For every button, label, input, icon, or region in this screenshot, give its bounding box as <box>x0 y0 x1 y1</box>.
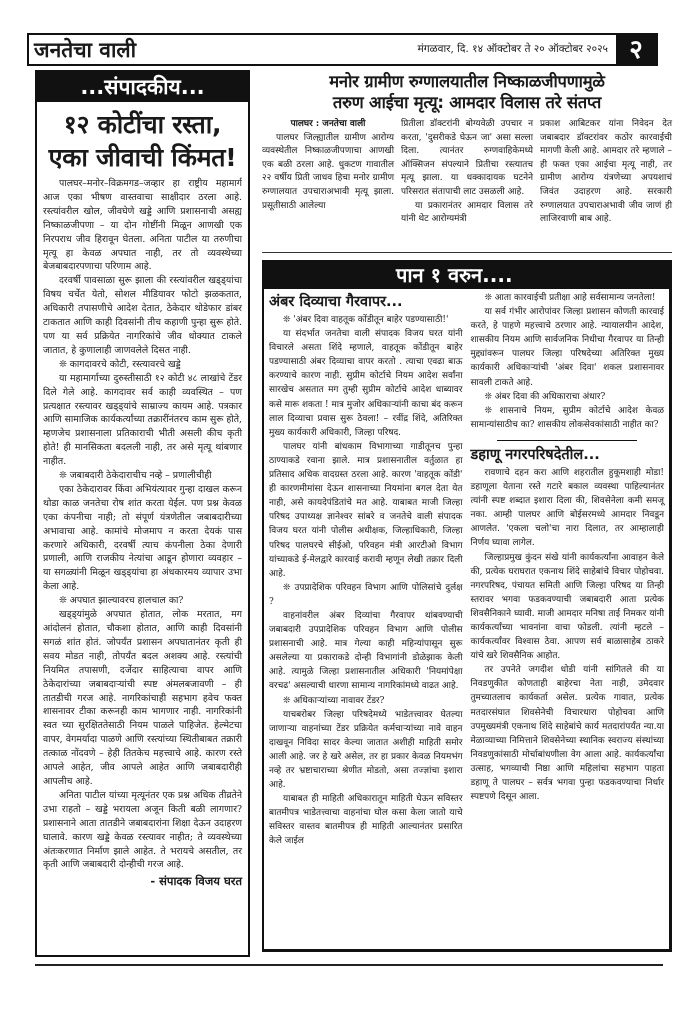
issue-date: मंगळवार, दि. १४ ऑक्टोबर ते २० ऑक्टोबर २०२५ <box>417 43 608 55</box>
continued-columns <box>264 289 669 849</box>
story-subheading: ❊ उपप्रादेशिक परिवहन विभाग आणि पोलिसांचे दुर्लक्ष ? <box>269 582 463 607</box>
story-subheading: ❊ शासनाचे नियम, सुप्रीम कोर्टाचे आदेश केवळ सामान्यांसाठीच का? शासकीय लोकसेवकांसाठी नाहीत का? <box>470 405 664 430</box>
editorial-headline <box>37 108 248 174</box>
editorial-subheading: ❊ अपघात झाल्यावरच हालचाल का? <box>59 595 184 607</box>
top-news-headline <box>262 71 672 113</box>
editorial-subheading: ❊ जबाबदारी ठेकेदाराचीच नव्हे – प्रणालीचीही <box>59 470 212 482</box>
editorial-paragraph: दरवर्षी पावसाळा सुरू झाला की रस्त्यांवरील खड्ड्यांचा विषय चर्चेत येतो, सोशल मीडियावर फोटो झळकतात, अधिकारी तपासणीचे आदेश देतात, ठेकेदार थोडेफार डांबर टाकतात आणि काही दिवसांनी तीच कहाणी पुन्हा सुरू होते. पण या सर्व प्रक्रियेत नागरिकांचे जीव धोक्यात टाकले जातात, हे कुणालाही जाणवलेले दिसत नाही. <box>43 275 242 356</box>
story-paragraph: पालघर यांनी बांधकाम विभागाच्या गाडीतूनच पुन्हा ठाण्याकडे रवाना झाले. मात्र प्रशासनातील वर्तुळात हा प्रतिसाद अधिक वादग्रस्त ठरला आहे. कारण 'वाहतूक कोंडी' ही कारणमीमांसा देऊन शासनाच्या नियमांना बगल देता येत नाही, असे कायदेपंडितांचे मत आहे. याबाबत माजी जिल्हा परिषद उपाध्यक्ष ज्ञानेश्वर सांबरे व जनतेचे वाली संपादक विजय घरत यांनी पोलीस अधीक्षक, जिल्हाधिकारी, जिल्हा परिषद पालघरचे सीईओ, परिवहन मंत्री आरटीओ विभाग यांच्याकडे ई-मेलद्वारे कारवाई करावी म्हणून लेखी तक्रार दिली आहे. <box>269 441 463 579</box>
top-news-headline-line2: तरुण आईचा मृत्यू: आमदार विलास तरे संतप्त <box>332 93 602 112</box>
page-number: २ <box>616 35 656 64</box>
editorial-paragraph: एका ठेकेदारावर किंवा अभियंत्यावर गुन्हा दाखल करून थोडा काळ जनतेचा रोष शांत करता येईल. पण प्रश्न केवळ एका कंपनीचा नाही; तो संपूर्ण यंत्रणेतील जबाबदारीच्या अभावाचा आहे. कामांचे मोजमाप न करता देयकं पास करणारे अधिकारी, दरवर्षी त्याच कंपनीला ठेका देणारी प्रणाली, आणि राजकीय नेत्यांचा आडून होणारा व्यवहार – या सगळ्यांनी मिळून खड्ड्यांचा हा अंधकारमय व्यापार उभा केला आहे. <box>43 483 242 593</box>
top-news-paragraph: प्रितीला डॉक्टरांनी बोग्यवेळी उपचार न करता, 'दुसरीकडे घेऊन जा' असा सल्ला दिला. त्यानंतर रुग्णवाहिकेमध्ये ऑक्सिजन संपल्याने प्रितीचा रस्त्यातच मृत्यू झाला. या धक्कादायक घटनेने परिसरात संतापाची लाट उसळली आहे. <box>401 119 533 197</box>
top-news-column-2 <box>401 118 533 227</box>
continued-column-right <box>471 291 665 849</box>
continued-box <box>262 260 672 952</box>
masthead <box>27 33 658 66</box>
story-subheading: ❊ 'अंबर दिवा वाहतूक कोंडीतून बाहेर पडण्यासाठी!' <box>283 315 449 325</box>
top-news-byline: पालघर : जनतेचा वाली <box>290 119 366 129</box>
story-subheading: ❊ अंबर दिवा की अधिकाराचा अंधार? <box>484 391 606 402</box>
story-divider <box>497 440 637 441</box>
story-paragraph: याबाबत ही माहिती अधिकारातून माहिती घेऊन सविस्तर बातमीपत्र भाडेतत्त्वाचा वाहनांचा घोल कसा केला जातो याचे सविस्तर वास्तव बातमीपत्र ही माहिती आल्यानंतर प्रसारित केले जाईल <box>269 794 463 847</box>
editorial-body <box>37 174 248 872</box>
story-title-amber-lamp: अंबर दिव्याचा गैरवापर... <box>269 294 403 310</box>
editorial-headline-line1: १२ कोटींचा रस्ता, <box>63 110 222 139</box>
continued-column-left <box>269 291 463 849</box>
editorial-subheading: ❊ कागदावरचे कोटी, रस्त्यावरचे खड्डे <box>59 358 181 370</box>
editorial-kicker: ...संपादकीय... <box>37 72 248 102</box>
page-bottom-rule <box>35 964 663 966</box>
top-news-paragraph: या प्रकारानंतर आमदार विलास तरे यांनी थेट आरोग्यमंत्री <box>401 200 533 225</box>
editorial-headline-line2: एका जीवाची किंमत! <box>48 143 237 172</box>
section-divider <box>262 252 672 253</box>
editorial-paragraph: या महामार्गाच्या दुरुस्तीसाठी १२ कोटी ४८ लाखांचे टेंडर दिले गेले आहे. कागदावर सर्व काही व्यवस्थित – पण प्रत्यक्षात रस्त्यावर खड्ड्यांचे साम्राज्य कायम आहे. पत्रकार आणि सामाजिक कार्यकर्त्यांच्या तक्रारींनंतरच काम सुरू होते, म्हणजेच प्रशासनाला प्रतिकाराची भीती असली कीच कृती होते! ही मानसिकता बदलली नाही, तर असे मृत्यू थांबणार नाहीत. <box>43 372 242 468</box>
continued-banner: पान १ वरुन.... <box>264 262 669 289</box>
editorial-paragraph: अनिता पाटील यांच्या मृत्यूनंतर एक प्रश्न अधिक तीव्रतेने उभा राहतो – खड्डे भरायला अजून किती बळी लागणार? प्रशासनाने आता तातडीने जबाबदारांना शिक्षा देऊन उदाहरण घालावे. कारण खड्डे केवळ रस्त्यावर नाहीत; ते व्यवस्थेच्या अंतःकरणात निर्माण झाले आहेत. ते भरायचे असतील, तर कृती आणि जबाबदारी दोन्हीची गरज आहे. <box>43 789 242 871</box>
editorial-paragraph: पालघर–मनोर–विक्रमगड–जव्हार हा राष्ट्रीय महामार्ग आज एका भीषण वास्तवाचा साक्षीदार ठरला आहे. रस्त्यांवरील खोल, जीवघेणे खड्डे आणि प्रशासनाची असह्य निष्काळजीपणा – या दोन गोष्टींनी मिळून आणखी एक निरपराध जीव हिरावून घेतला. अनिता पाटील या तरुणीचा मृत्यू हा केवळ अपघात नाही, तर तो व्यवस्थेच्या बेजबाबदारपणाचा परिणाम आहे. <box>43 178 242 273</box>
story-paragraph: वाहनांवरील अंबर दिव्यांचा गैरवापर थांबवण्याची जबाबदारी उपप्रादेशिक परिवहन विभाग आणि पोलीस प्रशासनाची आहे. मात्र गेल्या काही महिन्यांपासून सुरू असलेल्या या प्रकाराकडे दोन्ही विभागांनी डोळेझाक केली आहे. त्यामुळे जिल्हा प्रशासनातील अधिकारी 'नियमांपेक्षा वरचढ' असल्याची धारणा सामान्य नागरिकांमध्ये वाढत आहे. <box>269 610 463 692</box>
editorial-box <box>35 70 250 957</box>
top-news-body <box>262 118 672 227</box>
top-news-headline-line1: मनोर ग्रामीण रुग्णालयातील निष्काळजीपणामुळे <box>329 72 605 91</box>
newspaper-title: जनतेचा वाली <box>34 38 137 62</box>
story-subheading: ❊ अधिकाऱ्यांच्या नावावर टेंडर? <box>283 695 385 706</box>
story-paragraph: या सर्व गंभीर आरोपांवर जिल्हा प्रशासन कोणती कारवाई करते, हे पाहणे महत्त्वाचे ठरणार आहे. न्यायालयीन आदेश, शासकीय नियम आणि सार्वजनिक निधीचा गैरवापर या तिन्ही मुद्द्यांवरून पालघर जिल्हा परिषदेच्या अतिरिक्त मुख्य कार्यकारी अधिकाऱ्यांची 'अंबर दिवा' शकल प्रशासनावर सावली टाकते आहे. <box>470 307 664 388</box>
top-news-paragraph: पालघर जिल्ह्यातील ग्रामीण आरोग्य व्यवस्थेतील निष्काळजीपणाचा आणखी एक बळी ठरला आहे. धुकटण गावातील २२ वर्षीय प्रिती जाधव हिचा मनोर ग्रामीण रुग्णालयात उपचाराअभावी मृत्यू झाला. प्रसूतीसाठी आलेल्या <box>262 132 394 211</box>
story-subheading: ❊ आता कारवाईची प्रतीक्षा आहे सर्वसामान्य जनतेला! <box>484 293 656 303</box>
top-news-column-1 <box>262 118 394 227</box>
story-paragraph: याचबरोबर जिल्हा परिषदेमध्ये भाडेतत्त्वावर घेतल्या जाणाऱ्या वाहनांच्या टेंडर प्रक्रियेत कर्मचाऱ्यांच्या नावे वाहन दाखवून निविदा सादर केल्या जातात अशीही माहिती समोर आली आहे. जर हे खरे असेल, तर हा प्रकार केवळ नियमभंग नव्हे तर भ्रष्टाचाराच्या श्रेणीत मोडतो, असा तज्ज्ञांचा इशारा आहे. <box>269 709 463 791</box>
story-paragraph: रावणाचे दहन करा आणि शहरातील हुकूमशाही मोडा! डहाणूला येताना रस्ते गटारे बकाल व्यवस्था पाहिल्यानंतर त्यांनी स्पष्ट शब्दात इशारा दिला की, शिवसेनेला कमी समजू नका. आम्ही पालघर आणि बोईसरमध्ये आमदार निवडून आणलेत. 'एकला चलो'चा नारा दिलात, तर आम्हालाही निर्णय घ्यावा लागेल. <box>470 467 664 549</box>
story-paragraph: तर उपनेते जगदीश धोडी यांनी सांगितले की या निवडणुकीत कोणताही बाहेरचा नेता नाही, उमेदवार तुमच्यातलाच कार्यकर्ता असेल. प्रत्येक गावात, प्रत्येक मतदारसंघात शिवसेनेची विचारधारा पोहोचवा आणि उपमुख्यमंत्री एकनाथ शिंदे साहेबांचे कार्य मतदारांपर्यंत न्या.या मेळाव्याच्या निमित्ताने शिवसेनेच्या स्थानिक स्वराज्य संस्थांच्या निवडणुकांसाठी मोर्चाबांधणीला वेग आला आहे. कार्यकर्त्यांचा उत्साह, भगव्याची निष्ठा आणि महिलांचा सहभाग पाहता डहाणू ते पालघर – सर्वत्र भगवा पुन्हा फडकवण्याचा निर्धार स्पष्टपणे दिसून आला. <box>470 665 664 803</box>
top-news-column-3 <box>540 118 672 227</box>
story-paragraph: जिल्हाप्रमुख कुंदन संखे यांनी कार्यकर्त्यांना आवाहन केले की, प्रत्येक घराघरात एकनाथ शिंदे साहेबांचे विचार पोहोचवा. नगरपरिषद, पंचायत समिती आणि जिल्हा परिषद या तिन्ही स्तरावर भगवा फडकवण्याची जबाबदारी आता प्रत्येक शिवसैनिकाने घ्यावी. माजी आमदार मनिषा ताई निमकर यांनी कार्यकर्त्यांच्या भावनांना वाचा फोडली. त्यांनी म्हटले – कार्यकर्त्यांवर विश्वास ठेवा. आपण सर्व बाळासाहेब ठाकरे यांचे खरे शिवसैनिक आहोत. <box>470 552 664 662</box>
story-paragraph: या संदर्भात जनतेचा वाली संपादक विजय घरत यांनी विचारले असता शिंदे म्हणाले, वाहतूक कोंडीतून बाहेर पडण्यासाठी अंबर दिव्याचा वापर करतो . त्याचा एवढा बाऊ करण्याचे कारण नाही. सुप्रीम कोर्टाचे नियम आदेश सर्वांना सारखेच असतात मग तुम्ही सुप्रीम कोर्टाचे आदेश धाब्यावर कसे मारू शकता ! मात्र मुजोर अधिकाऱ्यांनी काचा बंद करून लाल दिव्याचा प्रवास सुरू ठेवला! – रवींद्र शिंदे, अतिरिक्त मुख्य कार्यकारी अधिकारी, जिल्हा परिषद. <box>269 329 463 438</box>
editorial-signature: - संपादक विजय घरत <box>150 874 242 889</box>
top-news-paragraph: प्रकाश आबिटकर यांना निवेदन देत जबाबदार डॉक्टरांवर कठोर कारवाईची मागणी केली आहे. आमदार तरे म्हणाले – ही फक्त एका आईचा मृत्यू नाही, तर ग्रामीण आरोग्य यंत्रणेच्या अपयशाचं जिवंत उदाहरण आहे. सरकारी रुग्णालयात उपचाराअभावी जीव जाणं ही लाजिरवाणी बाब आहे. <box>540 119 672 225</box>
story-title-dahanu: डहाणू नगरपरिषदेतील... <box>470 446 600 463</box>
editorial-paragraph: खड्ड्यांमुळे अपघात होतात, लोक मरतात, मग आंदोलनं होतात, चौकशा होतात, आणि काही दिवसांनी सगळं शांत होतं. जोपर्यंत प्रशासन अपघातानंतर कृती ही सवय मोडत नाही, तोपर्यंत बदल अशक्य आहे. रस्त्यांची नियमित तपासणी, दर्जेदार साहित्याचा वापर आणि ठेकेदारांच्या जबाबदाऱ्यांची स्पष्ट अंमलबजावणी – ही तातडीची गरज आहे. नागरिकांचाही सहभाग हवेच फक्त शासनावर टीका करूनही काम भागणार नाही. नागरिकांनी स्वत च्या सुरक्षिततेसाठी नियम पाळले पाहिजेत. हेल्मेटचा वापर, वेगमर्यादा पाळणे आणि रस्त्यांच्या स्थितीबाबत तक्रारी तत्काळ नोंदवणे – हेही तितकेच महत्त्वाचे आहे. कारण रस्ते आपले आहेत, जीव आपले आहेत आणि जबाबदारीही आपलीच आहे. <box>43 609 242 787</box>
